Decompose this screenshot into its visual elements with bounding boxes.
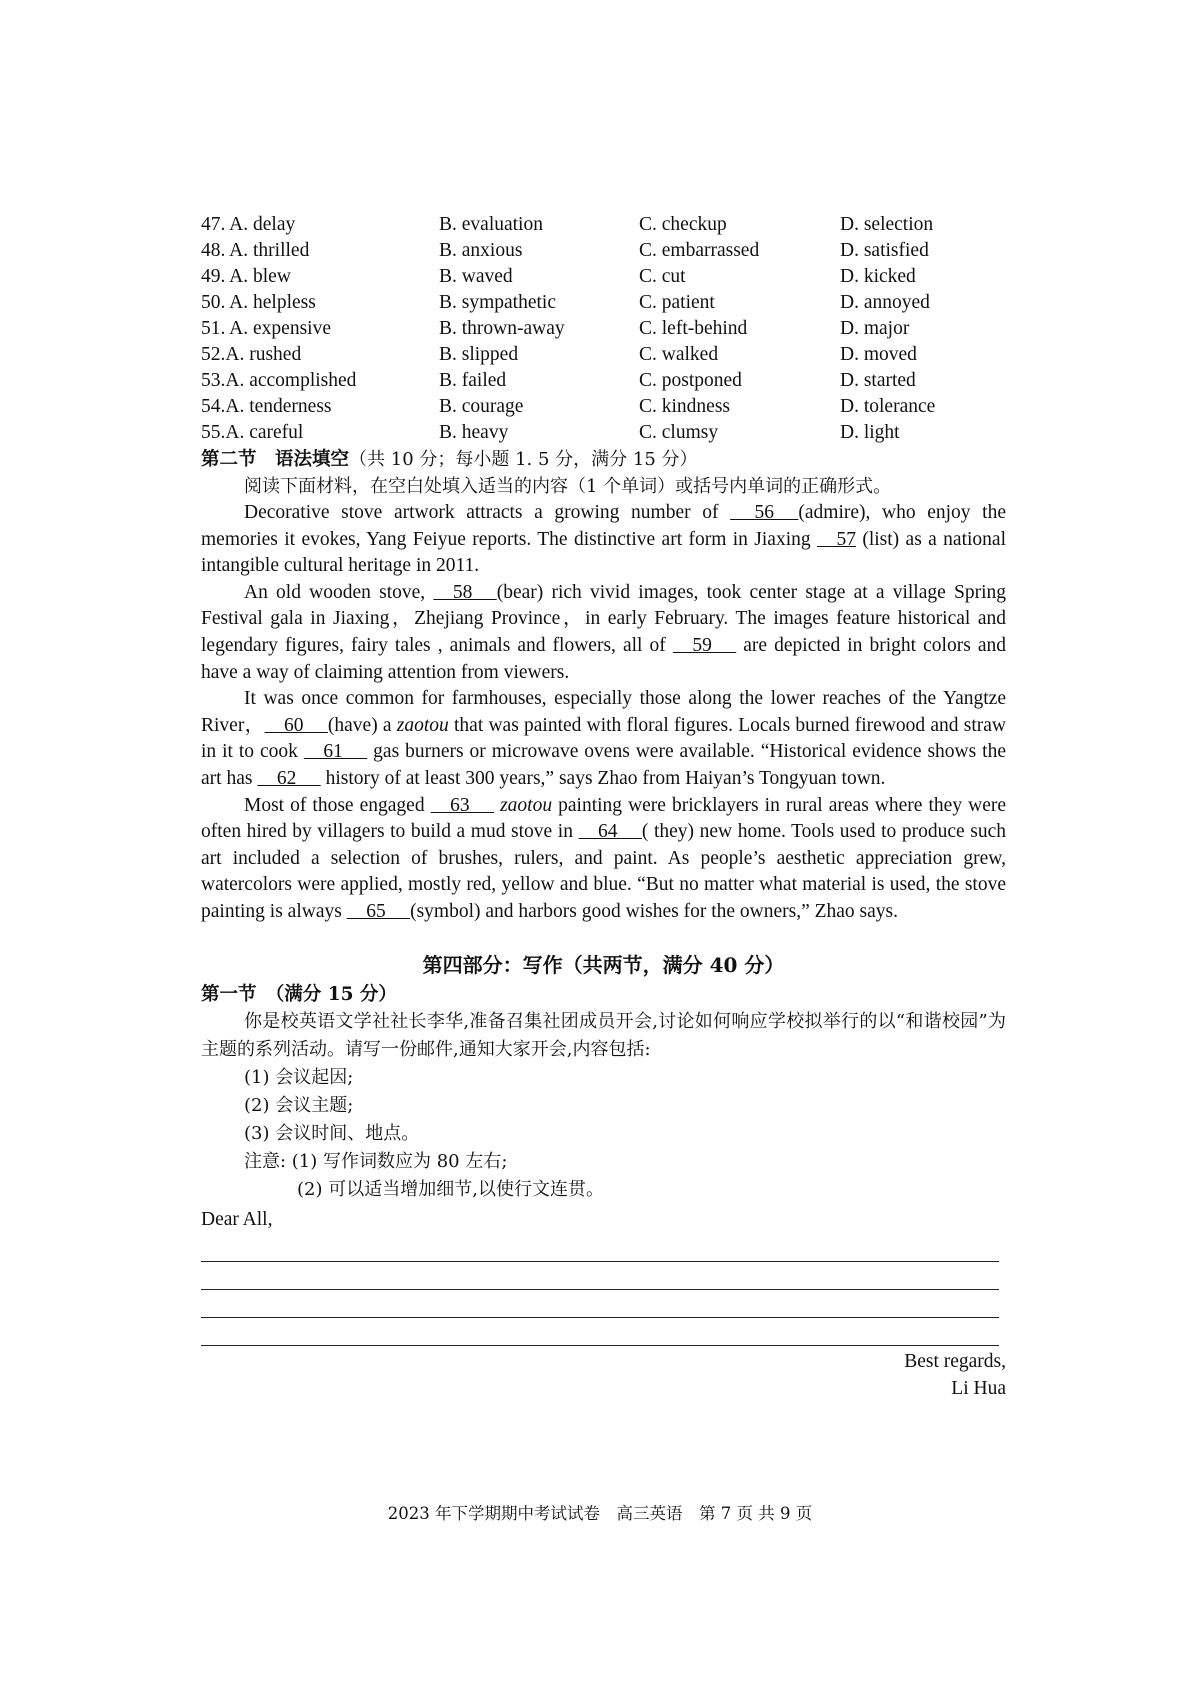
question-row — [201, 212, 1006, 238]
section2-header — [201, 446, 1006, 473]
passage-text: Most of those engaged — [244, 794, 431, 816]
writing-prompt: 你是校英语文学社社长李华,准备召集社团成员开会,讨论如何响应学校拟举行的以“和谐校园”为主题的系列活动。请写一份邮件,通知大家开会,内容包括: — [201, 1010, 1006, 1060]
passage-text: ( they) new home. Tools used to produce such art included a selection of brushes, rulers, and paint. As people’s aesthetic appreciation grew, watercolors were applied, mostly red, yellow and blue. “But no matter what material is used, the stove painting is always — [201, 821, 1006, 922]
passage-text: that was painted with floral figures. Locals burned firewood and straw in it to cook — [201, 714, 1006, 763]
answer-option: 50. A. helpless — [201, 292, 316, 313]
writing-note-2: (2) 可以适当增加细节,以使行文连贯。 — [297, 1178, 604, 1200]
answer-option: 52.A. rushed — [201, 344, 302, 365]
passage-text: (list) as a national intangible cultural heritage in 2011. — [201, 528, 1006, 577]
answer-option: 54.A. tenderness — [201, 396, 332, 417]
letter-closing: Best regards, — [904, 1350, 1006, 1372]
passage-text: It was once common for farmhouses, especially those along the lower reaches of the Yangtze River， — [201, 688, 1006, 736]
passage-text: (admire), who enjoy the memories it evokes, Yang Feiyue reports. The distinctive art form in Jiaxing — [201, 502, 1006, 550]
blank-56: 56 — [730, 502, 799, 523]
question-row — [201, 316, 1006, 342]
writing-item-2: (2) 会议主题; — [244, 1094, 354, 1116]
page-footer: 2023 年下学期期中考试试卷 高三英语 第 7 页 共 9 页 — [387, 1504, 813, 1523]
blank-65: 65 — [346, 900, 411, 922]
question-row — [201, 368, 1006, 394]
answer-option: C. kindness — [639, 396, 731, 417]
blank-63: 63 — [430, 794, 495, 816]
blank-60: 60 — [264, 714, 328, 736]
answer-option: D. satisfied — [840, 240, 929, 261]
answer-option: D. tolerance — [840, 396, 936, 417]
section2-points: （共 10 分；每小题 1. 5 分，满分 15 分） — [349, 449, 698, 470]
answer-option: 47. A. delay — [201, 214, 296, 235]
passage-text: are depicted in bright colors and have a way of claiming attention from viewers. — [201, 634, 1006, 683]
passage-paragraph-1 — [201, 500, 1006, 580]
passage-text: history of at least 300 years,” says Zhao from Haiyan’s Tongyuan town. — [320, 767, 886, 789]
answer-option: C. postponed — [639, 370, 742, 391]
answer-option: D. started — [840, 370, 916, 391]
passage-italic-term: zaotou — [396, 714, 449, 736]
writing-note-1: 注意: (1) 写作词数应为 80 左右; — [244, 1150, 508, 1172]
passage-paragraph-4 — [201, 793, 1006, 926]
answer-option: B. evaluation — [439, 214, 543, 235]
question-row — [201, 342, 1006, 368]
passage-text: (bear) rich vivid images, took center stage at a village Spring Festival gala in Jiaxing，Zhejiang Province，in early February. The images feature historical and legendary figures, fairy tales , animals and flowers, all of — [201, 581, 1006, 656]
passage-text: (symbol) and harbors good wishes for the owners,” Zhao says. — [410, 900, 899, 922]
question-row — [201, 264, 1006, 290]
passage-paragraph-2 — [201, 580, 1006, 686]
writing-item-1: (1) 会议起因; — [244, 1066, 354, 1088]
passage-text: Decorative stove artwork attracts a growing number of — [244, 502, 731, 523]
passage-paragraph-3 — [201, 686, 1006, 792]
answer-option: B. waved — [439, 266, 513, 287]
passage-italic-term: zaotou — [500, 794, 553, 816]
passage-text: gas burners or microwave ovens were available. “Historical evidence shows the art has — [201, 741, 1006, 789]
question-row — [201, 290, 1006, 316]
answer-option: B. failed — [439, 370, 507, 391]
answer-option: D. moved — [840, 344, 917, 365]
answer-option: D. light — [840, 422, 900, 443]
blank-62: 62 — [257, 767, 321, 789]
passage-text: An old wooden stove, — [244, 581, 434, 603]
answer-option: B. slipped — [439, 344, 519, 365]
answer-line[interactable] — [201, 1234, 999, 1262]
answer-option: 55.A. careful — [201, 422, 304, 443]
writing-item-3: (3) 会议时间、地点。 — [244, 1122, 420, 1144]
part4-title: 第四部分：写作（共两节，满分 40 分） — [422, 952, 785, 977]
answer-option: 51. A. expensive — [201, 318, 331, 339]
answer-option: C. left-behind — [639, 318, 748, 339]
answer-option: C. embarrassed — [639, 240, 760, 261]
section2-title: 第二节 语法填空 — [201, 449, 350, 470]
answer-line[interactable] — [201, 1318, 999, 1346]
answer-option: 53.A. accomplished — [201, 370, 357, 391]
question-row — [201, 394, 1006, 420]
answer-option: D. selection — [840, 214, 934, 235]
answer-option: B. heavy — [439, 422, 509, 443]
writing-section1-header — [201, 981, 1006, 1008]
letter-signature: Li Hua — [951, 1377, 1006, 1399]
blank-58: 58 — [433, 581, 497, 603]
exam-page — [201, 212, 1006, 1402]
answer-line[interactable] — [201, 1290, 999, 1318]
blank-61: 61 — [303, 741, 368, 763]
answer-option: 48. A. thrilled — [201, 240, 310, 261]
answer-option: D. annoyed — [840, 292, 930, 313]
answer-option: C. patient — [639, 292, 715, 313]
answer-option: B. anxious — [439, 240, 523, 261]
letter-greeting: Dear All, — [201, 1208, 273, 1230]
answer-option: C. cut — [639, 266, 686, 287]
blank-57: 57 — [816, 528, 856, 550]
passage-text: (have) a — [327, 714, 397, 736]
question-row — [201, 238, 1006, 264]
answer-option: C. checkup — [639, 214, 727, 235]
answer-option: C. clumsy — [639, 422, 719, 443]
answer-option: B. sympathetic — [439, 292, 556, 313]
blank-64: 64 — [578, 821, 642, 843]
blank-59: 59 — [672, 634, 737, 656]
answer-option: D. major — [840, 318, 910, 339]
answer-option: 49. A. blew — [201, 266, 291, 287]
multiple-choice-options — [201, 212, 1006, 446]
answer-line[interactable] — [201, 1262, 999, 1290]
answer-option: D. kicked — [840, 266, 916, 287]
answer-option: B. thrown-away — [439, 318, 565, 339]
question-row — [201, 420, 1006, 446]
passage-text: painting were bricklayers in rural areas where they were often hired by villagers to build a mud stove in — [201, 794, 1007, 843]
writing-section1-title: 第一节 （满分 15 分） — [201, 983, 397, 1005]
answer-option: C. walked — [639, 344, 719, 365]
section2-instruction: 阅读下面材料，在空白处填入适当的内容（1 个单词）或括号内单词的正确形式。 — [244, 476, 892, 497]
answer-option: B. courage — [439, 396, 524, 417]
